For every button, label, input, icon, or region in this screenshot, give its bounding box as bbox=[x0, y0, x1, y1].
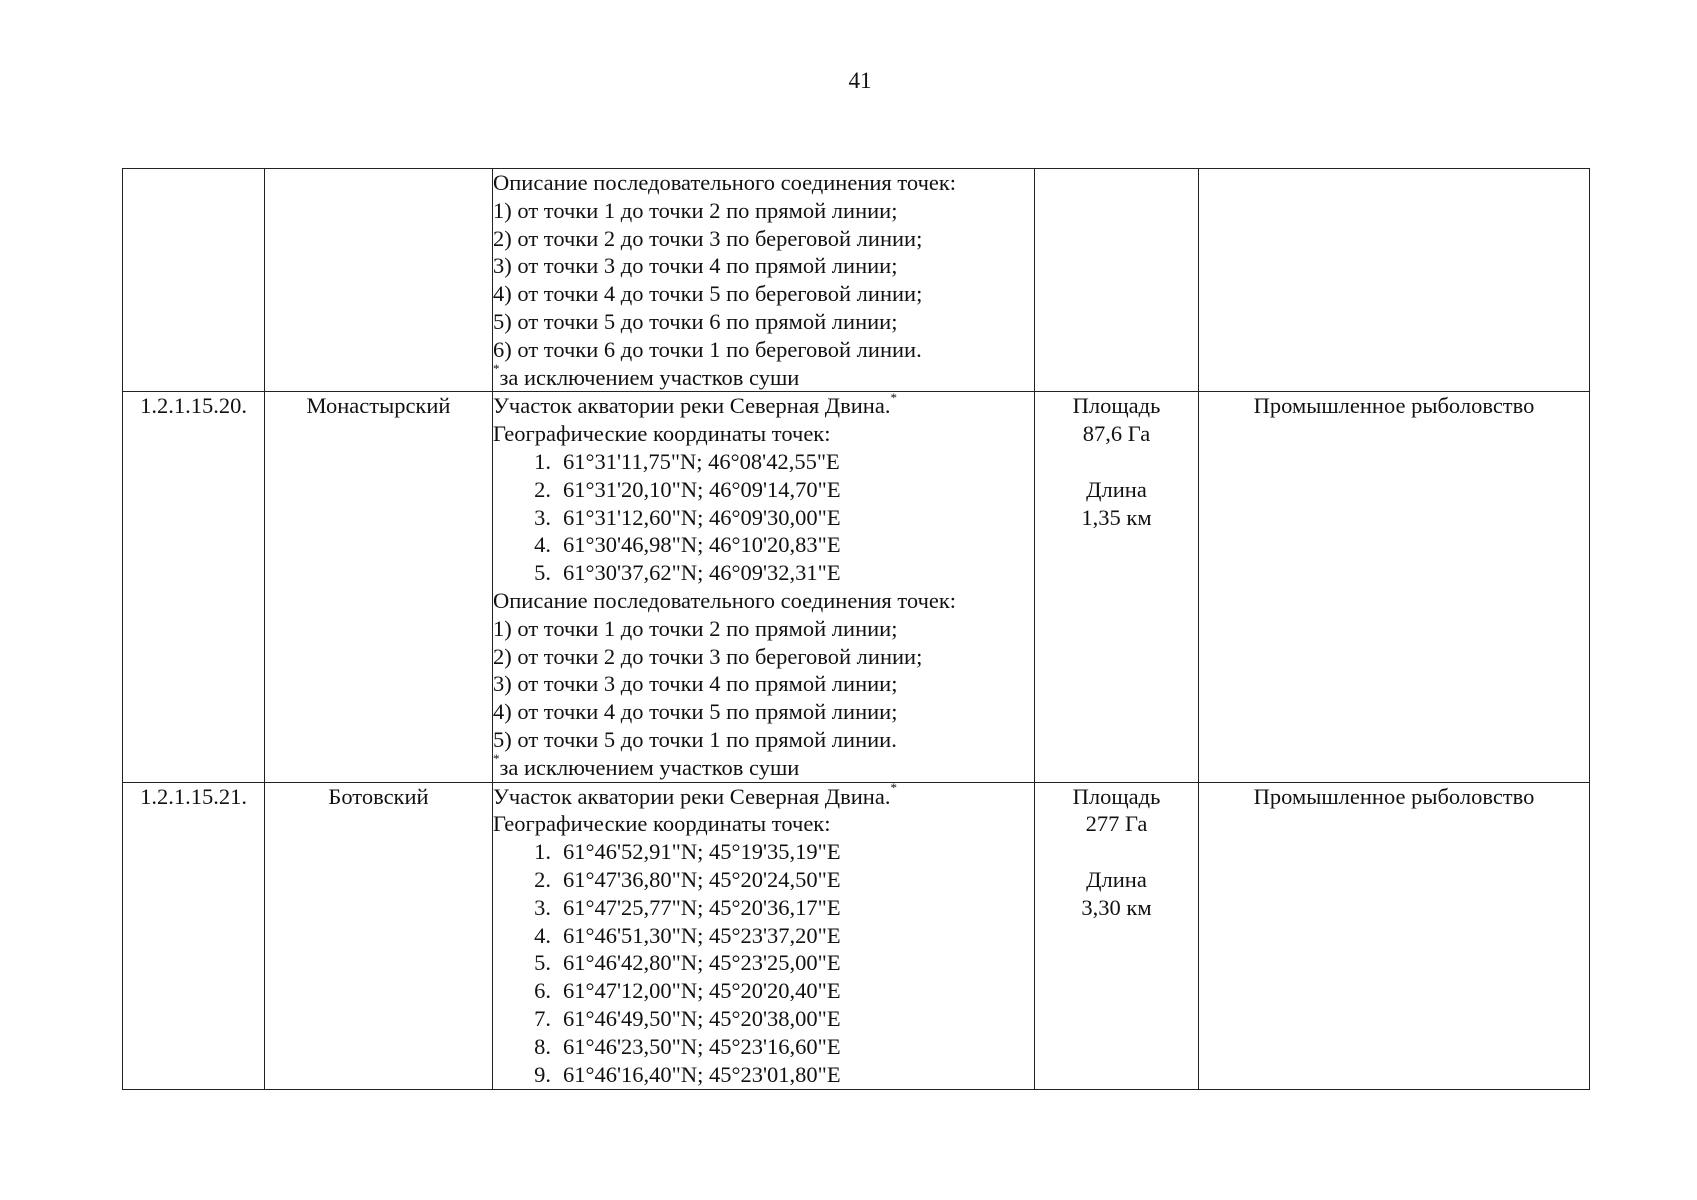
coordinate-point: 1. 61°46'52,91"N; 45°19'35,19"E bbox=[534, 839, 841, 865]
coordinate-point: 8. 61°46'23,50"N; 45°23'16,60"E bbox=[534, 1033, 841, 1059]
area-value: 87,6 Га bbox=[1082, 421, 1151, 447]
site-use bbox=[1199, 169, 1590, 392]
table-row bbox=[123, 782, 1590, 1089]
coordinate-point: 9. 61°46'16,40"N; 45°23'01,80"E bbox=[534, 1061, 841, 1087]
site-name bbox=[265, 169, 493, 392]
coordinate-point: 6. 61°47'12,00"N; 45°20'20,40"E bbox=[534, 978, 841, 1004]
connection-line: 6) от точки 6 до точки 1 по береговой линии. bbox=[493, 336, 922, 362]
connection-line: 3) от точки 3 до точки 4 по прямой линии; bbox=[493, 253, 898, 279]
site-name: Монастырский bbox=[265, 392, 493, 782]
site-size bbox=[1035, 392, 1199, 782]
connection-line: 1) от точки 1 до точки 2 по прямой линии; bbox=[493, 197, 898, 223]
length-label: Длина bbox=[1086, 476, 1147, 502]
area-value: 277 Га bbox=[1085, 811, 1148, 837]
length-value: 3,30 км bbox=[1081, 894, 1152, 920]
footnote-mark: * bbox=[890, 389, 897, 405]
site-use: Промышленное рыболовство bbox=[1199, 782, 1590, 1089]
coordinate-point: 4. 61°30'46,98"N; 46°10'20,83"E bbox=[534, 532, 841, 558]
connection-line: 3) от точки 3 до точки 4 по прямой линии; bbox=[493, 671, 898, 697]
table-row bbox=[123, 169, 1590, 392]
connection-title: Описание последовательного соединения точек: bbox=[493, 587, 957, 613]
site-size bbox=[1035, 782, 1199, 1089]
site-name: Ботовский bbox=[265, 782, 493, 1089]
footnote-mark: * bbox=[890, 780, 897, 796]
table-row bbox=[123, 392, 1590, 782]
area-title: Участок акватории реки Северная Двина.* bbox=[493, 780, 897, 809]
coordinate-point: 3. 61°47'25,77"N; 45°20'36,17"E bbox=[534, 894, 841, 920]
connection-line: 2) от точки 2 до точки 3 по береговой линии; bbox=[493, 643, 923, 669]
site-size bbox=[1035, 169, 1199, 392]
coordinate-point: 2. 61°31'20,10"N; 46°09'14,70"E bbox=[534, 476, 841, 502]
coordinate-point: 2. 61°47'36,80"N; 45°20'24,50"E bbox=[534, 866, 841, 892]
site-number bbox=[123, 169, 265, 392]
site-description bbox=[493, 169, 1035, 392]
site-number: 1.2.1.15.21. bbox=[123, 782, 265, 1089]
length-label: Длина bbox=[1086, 866, 1147, 892]
coordinate-point: 1. 61°31'11,75"N; 46°08'42,55"E bbox=[534, 448, 840, 474]
site-description bbox=[493, 782, 1035, 1089]
footnote: *за исключением участков суши bbox=[493, 361, 800, 390]
coordinate-point: 5. 61°46'42,80"N; 45°23'25,00"E bbox=[534, 950, 841, 976]
area-label: Площадь bbox=[1072, 783, 1161, 809]
page-number: 41 bbox=[848, 68, 872, 93]
footnote: *за исключением участков суши bbox=[493, 751, 800, 780]
site-number: 1.2.1.15.20. bbox=[123, 392, 265, 782]
area-title: Участок акватории реки Северная Двина.* bbox=[493, 389, 897, 419]
coordinate-point: 7. 61°46'49,50"N; 45°20'38,00"E bbox=[534, 1005, 841, 1031]
site-use: Промышленное рыболовство bbox=[1199, 392, 1590, 782]
coords-title: Географические координаты точек: bbox=[493, 811, 831, 837]
coordinate-point: 3. 61°31'12,60"N; 46°09'30,00"E bbox=[534, 504, 841, 530]
coordinate-point: 5. 61°30'37,62"N; 46°09'32,31"E bbox=[534, 560, 841, 586]
footnote-mark: * bbox=[493, 361, 500, 377]
connection-line: 5) от точки 5 до точки 1 по прямой линии. bbox=[493, 726, 897, 752]
coordinate-point: 4. 61°46'51,30"N; 45°23'37,20"E bbox=[534, 922, 841, 948]
coords-title: Географические координаты точек: bbox=[493, 421, 831, 447]
connection-title: Описание последовательного соединения точек: bbox=[493, 170, 957, 195]
connection-line: 4) от точки 4 до точки 5 по береговой линии; bbox=[493, 281, 923, 307]
site-description bbox=[493, 389, 1035, 782]
fishing-sites-table bbox=[122, 168, 1590, 1090]
connection-line: 4) от точки 4 до точки 5 по прямой линии; bbox=[493, 699, 898, 725]
area-label: Площадь bbox=[1072, 393, 1161, 419]
connection-line: 2) от точки 2 до точки 3 по береговой линии; bbox=[493, 225, 923, 251]
length-value: 1,35 км bbox=[1081, 504, 1152, 530]
connection-line: 1) от точки 1 до точки 2 по прямой линии; bbox=[493, 615, 898, 641]
connection-line: 5) от точки 5 до точки 6 по прямой линии; bbox=[493, 308, 898, 334]
footnote-mark: * bbox=[493, 751, 500, 767]
